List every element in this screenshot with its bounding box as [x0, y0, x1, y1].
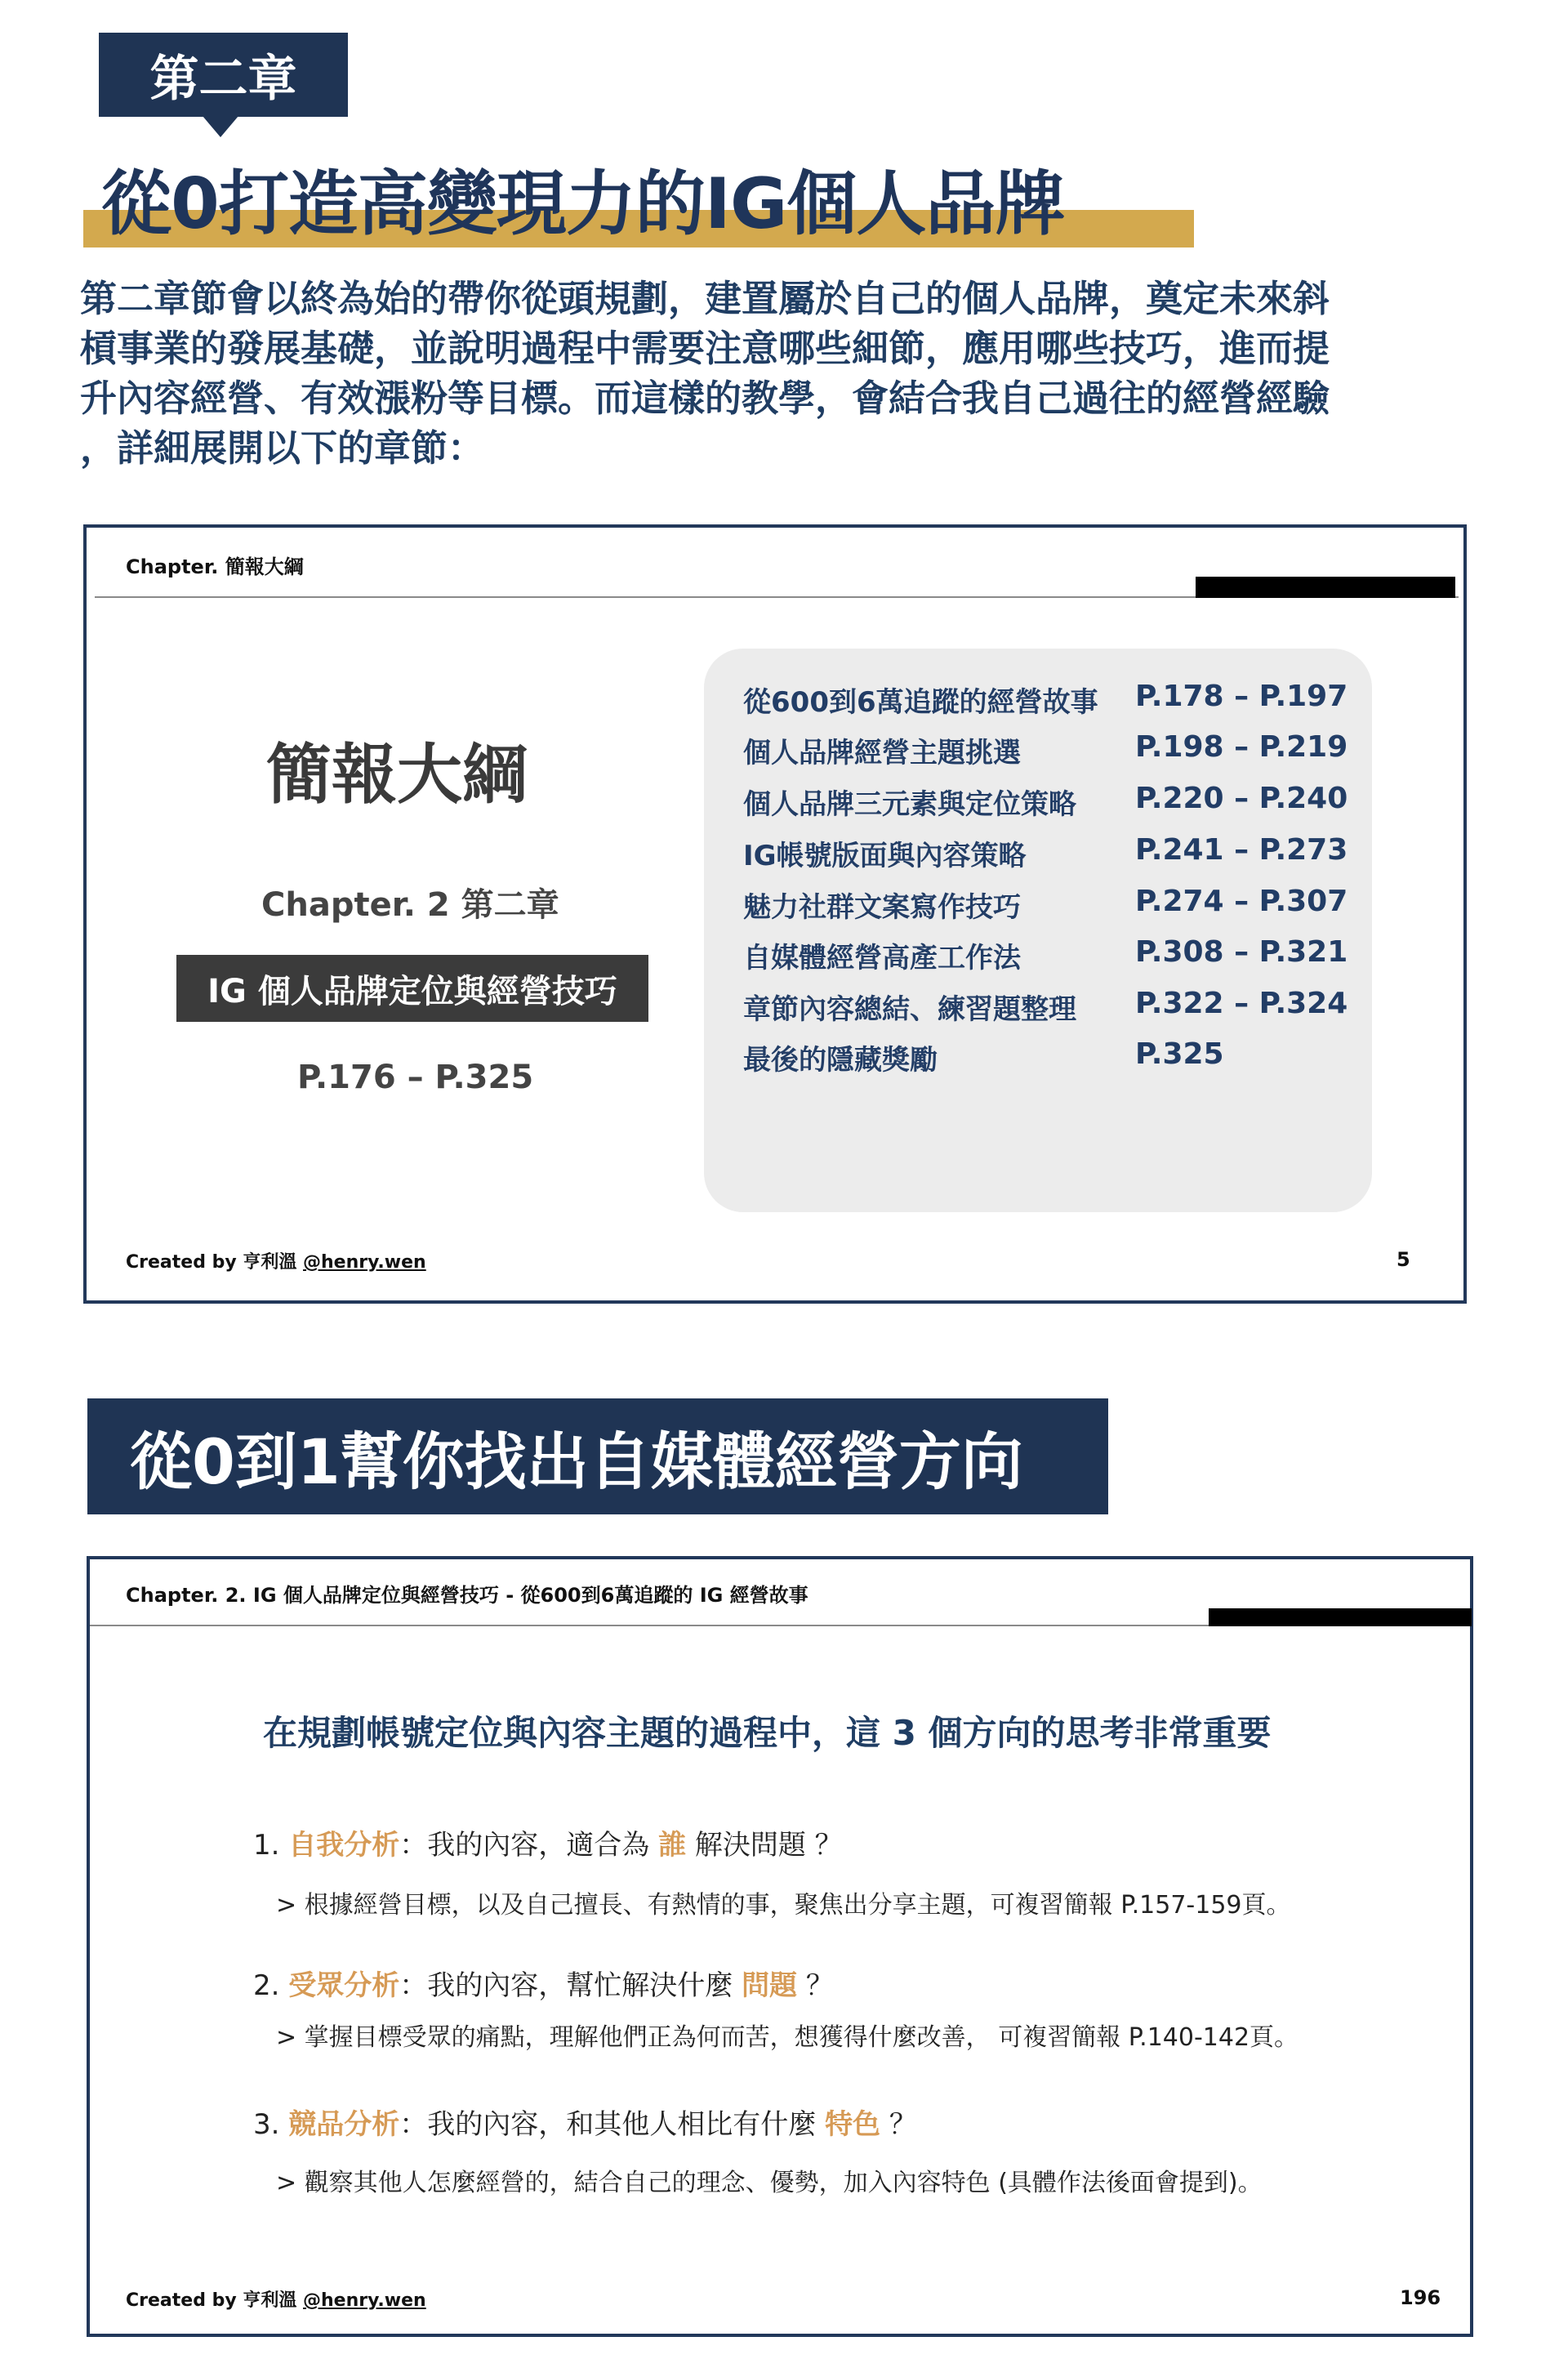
point-text: ：我的內容，適合為 — [399, 1829, 659, 1862]
slide-header: Chapter. 2. IG 個人品牌定位與經營技巧 - 從600到6萬追蹤的 IG 經營故事 — [126, 1584, 808, 1607]
toc-pages: P.241 – P.273 — [1135, 833, 1348, 867]
toc-title: 最後的隱藏獎勵 — [743, 1044, 938, 1077]
toc-row — [743, 1037, 1364, 1088]
slide-title: 簡報大綱 — [266, 737, 528, 813]
point-label: 自我分析 — [288, 1829, 400, 1862]
chapter-label: Chapter. 2 第二章 — [261, 886, 559, 924]
toc-title: 自媒體經營高產工作法 — [743, 942, 1021, 974]
toc-title: 魅力社群文案寫作技巧 — [743, 891, 1021, 924]
toc-row — [743, 833, 1364, 884]
point-keyword: 問題 — [742, 1969, 798, 2002]
toc-title: IG帳號版面與內容策略 — [743, 840, 1027, 872]
slide-page-number: 5 — [1396, 1248, 1410, 1271]
slide-page-number: 196 — [1400, 2286, 1441, 2309]
main-title: 從0打造高變現力的IG個人品牌 — [101, 163, 1065, 245]
analysis-point — [253, 1822, 843, 1862]
point-keyword: 特色 — [825, 2108, 881, 2141]
intro-line: 槓事業的發展基礎，並說明過程中需要注意哪些細節，應用哪些技巧，進而提 — [80, 327, 1330, 370]
toc-title: 從600到6萬追蹤的經營故事 — [743, 686, 1098, 719]
toc-pages: P.308 – P.321 — [1135, 935, 1348, 969]
toc-pages: P.322 – P.324 — [1135, 987, 1348, 1020]
toc-pages: P.198 – P.219 — [1135, 730, 1348, 764]
point-label: 競品分析 — [288, 2108, 400, 2141]
chapter-tag-pointer — [203, 116, 238, 137]
slide-three-directions — [87, 1556, 1473, 2337]
footer-handle-link[interactable]: @henry.wen — [303, 2290, 426, 2311]
point-detail: > 掌握目標受眾的痛點，理解他們正為何而苦，想獲得什麼改善， 可複習簡報 P.140-142頁。 — [276, 2023, 1299, 2052]
intro-line: ，詳細展開以下的章節： — [80, 426, 485, 470]
point-keyword: 誰 — [658, 1829, 687, 1862]
page-range: P.176 – P.325 — [297, 1059, 534, 1096]
point-number: 2. — [253, 1969, 289, 2002]
slide-header: Chapter. 簡報大綱 — [126, 555, 304, 578]
section-banner — [87, 1398, 1108, 1514]
toc-pages: P.178 – P.197 — [1135, 680, 1348, 713]
analysis-point — [253, 1963, 834, 2003]
point-detail: > 根據經營目標，以及自己擅長、有熱情的事，聚焦出分享主題，可複習簡報 P.157-159頁。 — [276, 1891, 1291, 1920]
section-banner-title: 從0到1幫你找出自媒體經營方向 — [130, 1425, 1023, 1498]
toc-title: 個人品牌三元素與定位策略 — [743, 788, 1076, 821]
toc-pages: P.274 – P.307 — [1135, 885, 1348, 918]
intro-paragraph — [80, 274, 1485, 473]
point-number: 1. — [253, 1829, 289, 1862]
slide-heading: 在規劃帳號定位與內容主題的過程中，這 3 個方向的思考非常重要 — [263, 1713, 1272, 1753]
chapter-badge-label: IG 個人品牌定位與經營技巧 — [207, 972, 617, 1010]
chapter-tag — [99, 33, 348, 117]
footer-handle-link[interactable]: @henry.wen — [303, 1252, 426, 1273]
toc-row — [743, 885, 1364, 935]
point-text: ：我的內容，和其他人相比有什麼 — [399, 2108, 826, 2141]
point-text: 解決問題 ？ — [686, 1829, 843, 1862]
point-detail: > 觀察其他人怎麼經營的，結合自己的理念、優勢，加入內容特色 (具體作法後面會提到)。 — [276, 2169, 1263, 2197]
toc-pages: P.220 – P.240 — [1135, 782, 1348, 815]
point-number: 3. — [253, 2108, 289, 2141]
toc-row — [743, 730, 1364, 781]
point-text: ：我的內容，幫忙解決什麼 — [399, 1969, 742, 2002]
chapter-badge — [176, 955, 648, 1022]
toc-row — [743, 935, 1364, 986]
point-text: ？ — [797, 1969, 834, 2002]
toc-title: 個人品牌經營主題挑選 — [743, 737, 1021, 769]
toc-pages: P.325 — [1135, 1037, 1224, 1071]
toc-row — [743, 782, 1364, 832]
intro-line: 升內容經營、有效漲粉等目標。而這樣的教學，會結合我自己過往的經營經驗 — [80, 377, 1330, 420]
toc-row — [743, 987, 1364, 1037]
slide-outline — [83, 524, 1467, 1304]
toc-title: 章節內容總結、練習題整理 — [743, 993, 1076, 1026]
toc-row — [743, 680, 1364, 730]
slide-header-bar — [1209, 1608, 1472, 1626]
analysis-point — [253, 2102, 917, 2142]
footer-credit: Created by 亨利溫 — [126, 2290, 304, 2311]
footer-credit: Created by 亨利溫 — [126, 1252, 304, 1273]
slide-header-bar — [1196, 577, 1455, 598]
point-label: 受眾分析 — [288, 1969, 400, 2002]
chapter-tag-label: 第二章 — [149, 50, 297, 108]
toc-panel — [704, 649, 1372, 1212]
intro-line: 第二章節會以終為始的帶你從頭規劃，建置屬於自己的個人品牌，奠定未來斜 — [80, 277, 1330, 320]
point-text: ？ — [880, 2108, 917, 2141]
slide-footer — [126, 2286, 426, 2312]
slide-footer — [126, 1248, 426, 1273]
